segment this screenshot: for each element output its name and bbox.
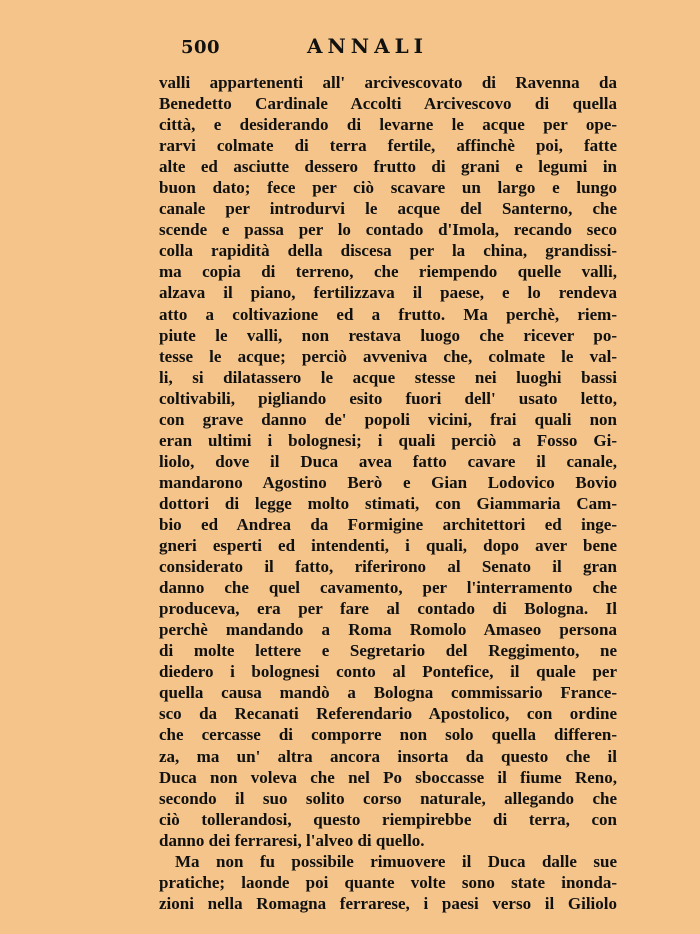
body-text: [159, 72, 617, 914]
text-line: ma copia di terreno, che riempendo quelle valli,: [159, 262, 617, 282]
text-line: Duca non voleva che nel Po sboccasse il fiume Reno,: [159, 767, 617, 787]
text-line: za, ma un' altra ancora insorta da questo che il: [159, 746, 617, 766]
text-line: secondo il suo solito corso naturale, allegando che: [159, 788, 617, 808]
text-line: rarvi colmate di terra fertile, affinchè poi, fatte: [159, 136, 617, 156]
text-line: alte ed asciutte dessero frutto di grani e legumi in: [159, 157, 617, 177]
text-line: ciò tollerandosi, questo riempirebbe di terra, con: [159, 809, 617, 829]
text-line: eran ultimi i bolognesi; i quali perciò a Fosso Gi-: [159, 430, 617, 450]
text-line: quella causa mandò a Bologna commissario France-: [159, 683, 617, 703]
text-line: produceva, era per fare al contado di Bologna. Il: [159, 599, 617, 619]
text-line: perchè mandando a Roma Romolo Amaseo persona: [159, 620, 617, 640]
page-number: 500: [181, 37, 221, 58]
text-line: città, e desiderando di levarne le acque per ope-: [159, 115, 617, 135]
text-line: coltivabili, pigliando esito fuori dell' usato letto,: [159, 388, 617, 408]
text-line: Benedetto Cardinale Accolti Arcivescovo di quella: [159, 94, 617, 114]
text-line: piute le valli, non restava luogo che ricever po-: [159, 325, 617, 345]
page-header: [181, 30, 611, 60]
text-line: con grave danno de' popoli vicini, frai quali non: [159, 409, 617, 429]
text-line: diedero i bolognesi conto al Pontefice, il quale per: [159, 662, 617, 682]
text-line: tesse le acque; perciò avveniva che, colmate le val-: [159, 346, 617, 366]
text-line: di molte lettere e Segretario del Reggimento, ne: [159, 641, 617, 661]
text-line: alzava il piano, fertilizzava il paese, e lo rendeva: [159, 283, 617, 303]
text-line: gneri esperti ed intendenti, i quali, dopo aver bene: [159, 536, 617, 556]
text-line: liolo, dove il Duca avea fatto cavare il canale,: [159, 451, 617, 471]
text-line: valli appartenenti all' arcivescovato di Ravenna da: [159, 73, 617, 92]
text-line: buon dato; fece per ciò scavare un largo e lungo: [159, 178, 617, 198]
text-line: danno che quel cavamento, per l'interramento che: [159, 578, 617, 598]
paragraph-end-line: danno dei ferraresi, l'alveo di quello.: [159, 830, 425, 850]
text-line: li, si dilatassero le acque stesse nei luoghi bassi: [159, 367, 617, 387]
text-line: sco da Recanati Referendario Apostolico, con ordine: [159, 704, 617, 724]
text-line: colla rapidità della discesa per la china, grandissi-: [159, 241, 617, 261]
text-line: zioni nella Romagna ferrarese, i paesi verso il Giliolo: [159, 893, 617, 913]
text-line: bio ed Andrea da Formigine architettori ed inge-: [159, 514, 617, 534]
text-line: che cercasse di comporre non solo quella differen-: [159, 725, 617, 745]
paragraph-start-line: Ma non fu possibile rimuovere il Duca dalle sue: [175, 851, 617, 871]
text-line: dottori di legge molto stimati, con Giammaria Cam-: [159, 493, 617, 513]
text-line: canale per introdurvi le acque del Santerno, che: [159, 199, 617, 219]
text-line: considerato il fatto, riferirono al Senato il gran: [159, 557, 617, 577]
text-line: pratiche; laonde poi quante volte sono state inonda-: [159, 872, 617, 892]
text-line: mandarono Agostino Berò e Gian Lodovico Bovio: [159, 472, 617, 492]
running-head: ANNALI: [307, 34, 429, 58]
text-line: atto a coltivazione ed a frutto. Ma perchè, riem-: [159, 304, 617, 324]
text-line: scende e passa per lo contado d'Imola, recando seco: [159, 220, 617, 240]
